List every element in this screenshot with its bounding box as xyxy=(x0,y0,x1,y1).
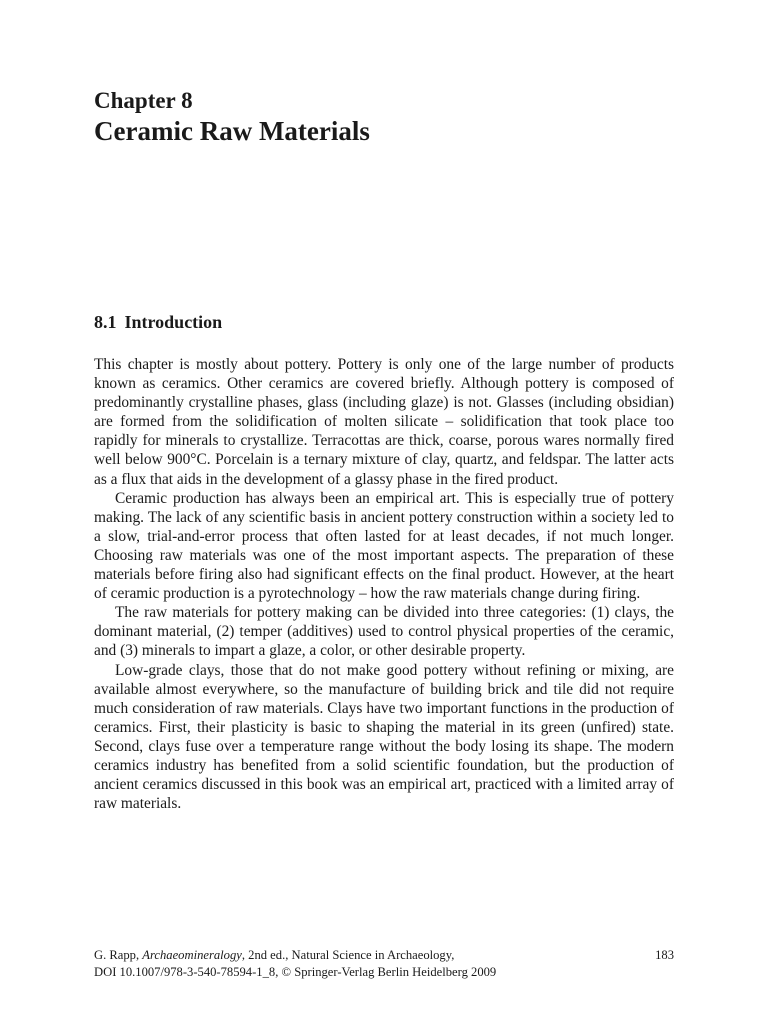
page-number: 183 xyxy=(655,948,674,962)
citation xyxy=(94,947,454,964)
section-number: 8.1 xyxy=(94,312,117,332)
book-page xyxy=(94,0,674,1024)
chapter-label: Chapter 8 xyxy=(94,88,193,113)
section-heading xyxy=(94,311,222,333)
body-text xyxy=(94,355,674,813)
paragraph-2: Ceramic production has always been an empirical art. This is especially true of pottery making. The lack of any scientific basis in ancient pottery construction within a society led to a slow, trial-and-error process that often lasted for at least decades, if not much longer. Choosing raw materials was one of the most important aspects. The preparation of these materials before firing also had significant effects on the final product. However, at the heart of ceramic production is a pyrotechnology – how the raw materials change during firing. xyxy=(94,489,674,603)
citation-author: G. Rapp, xyxy=(94,948,140,962)
chapter-title: Ceramic Raw Materials xyxy=(94,116,370,146)
doi-copyright: DOI 10.1007/978-3-540-78594-1_8, © Springer-Verlag Berlin Heidelberg 2009 xyxy=(94,965,497,979)
footer-doi-line xyxy=(94,964,674,981)
section-title: Introduction xyxy=(124,312,223,332)
page-footer xyxy=(94,947,674,981)
footer-citation-line xyxy=(94,947,674,964)
paragraph-3: The raw materials for pottery making can be divided into three categories: (1) clays, the dominant material, (2) temper (additives) used to control physical properties of the ceramic, and (3) minerals to impart a glaze, a color, or other desirable property. xyxy=(94,604,674,660)
paragraph-4: Low-grade clays, those that do not make good pottery without refining or mixing, are available almost everywhere, so the manufacture of building brick and tile did not require much consideration of raw materials. Clays have two important functions in the production of ceramics. First, their plasticity is basic to shaping the material in its green (unfired) state. Second, clays fuse over a temperature range without the body losing its shape. The modern ceramics industry has benefited from a solid scientific foundation, but the production of ancient ceramics discussed in this book was an empirical art, practiced with a limited array of raw materials. xyxy=(94,661,674,813)
citation-book-title: Archaeomineralogy xyxy=(142,948,242,962)
paragraph-1: This chapter is mostly about pottery. Pottery is only one of the large number of products known as ceramics. Other ceramics are covered briefly. Although pottery is composed of predominantly crystalline phases, glass (including glaze) is not. Glasses (including obsidian) are formed from the solidification of molten silicate – solidification that took place too rapidly for minerals to crystallize. Terracottas are thick, coarse, porous wares normally fired well below 900°C. Porcelain is a ternary mixture of clay, quartz, and feldspar. The latter acts as a flux that aids in the development of a glassy phase in the fired product. xyxy=(94,356,674,488)
citation-edition: , 2nd ed., Natural Science in Archaeology, xyxy=(241,948,455,962)
